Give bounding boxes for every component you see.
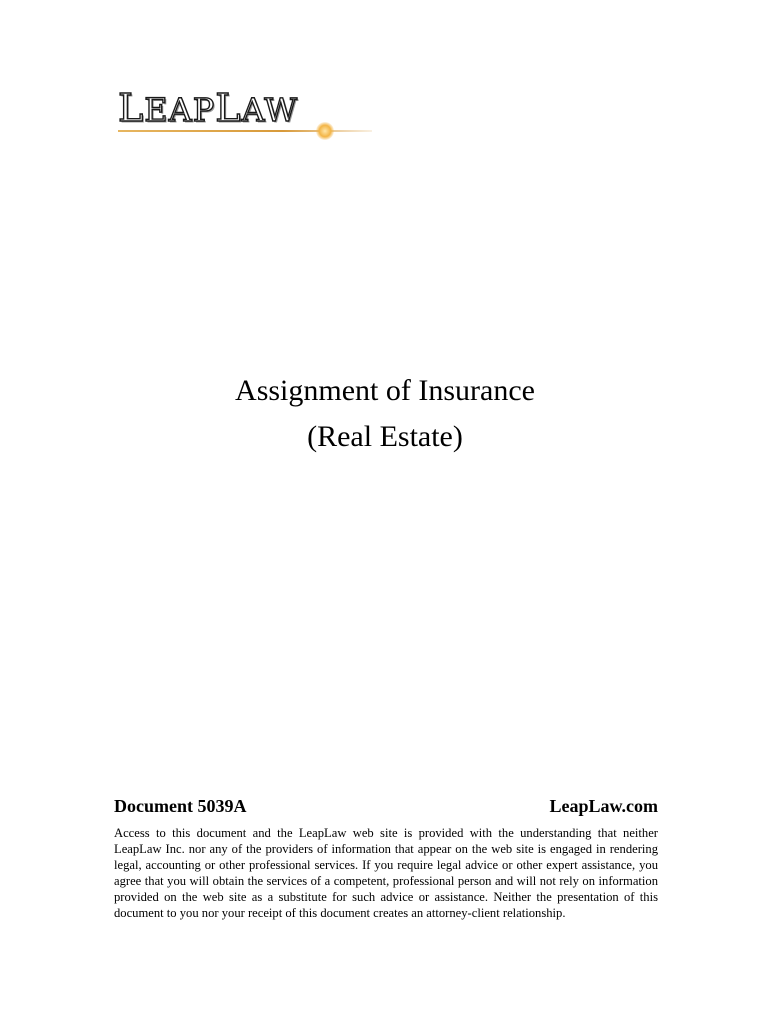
logo-sun-icon <box>316 122 334 140</box>
logo-wordmark <box>118 88 298 130</box>
document-number: Document 5039A <box>114 796 247 816</box>
document-title <box>0 368 770 460</box>
logo-initial-1: L <box>118 86 145 130</box>
leaplaw-logo <box>118 88 378 144</box>
title-line-2: (Real Estate) <box>307 420 463 453</box>
document-info-row <box>114 796 658 817</box>
disclaimer-text: Access to this document and the LeapLaw web site is provided with the understanding that neither LeapLaw Inc. nor any of the providers of information that appear on the web site is engaged in rendering legal, accounting or other professional services. If you require legal advice or other expert assistance, you agree that you will obtain the services of a competent, professional person and will not rely on information provided on the web site as a substitute for such advice or assistance. Neither the presentation of this document to you nor your receipt of this document creates an attorney-client relationship. <box>114 826 658 920</box>
logo-rest-2: AW <box>241 91 299 129</box>
title-line-1: Assignment of Insurance <box>235 374 535 407</box>
site-name: LeapLaw.com <box>549 796 658 816</box>
logo-initial-2: L <box>215 86 242 130</box>
logo-rest-1: EAP <box>144 91 216 129</box>
